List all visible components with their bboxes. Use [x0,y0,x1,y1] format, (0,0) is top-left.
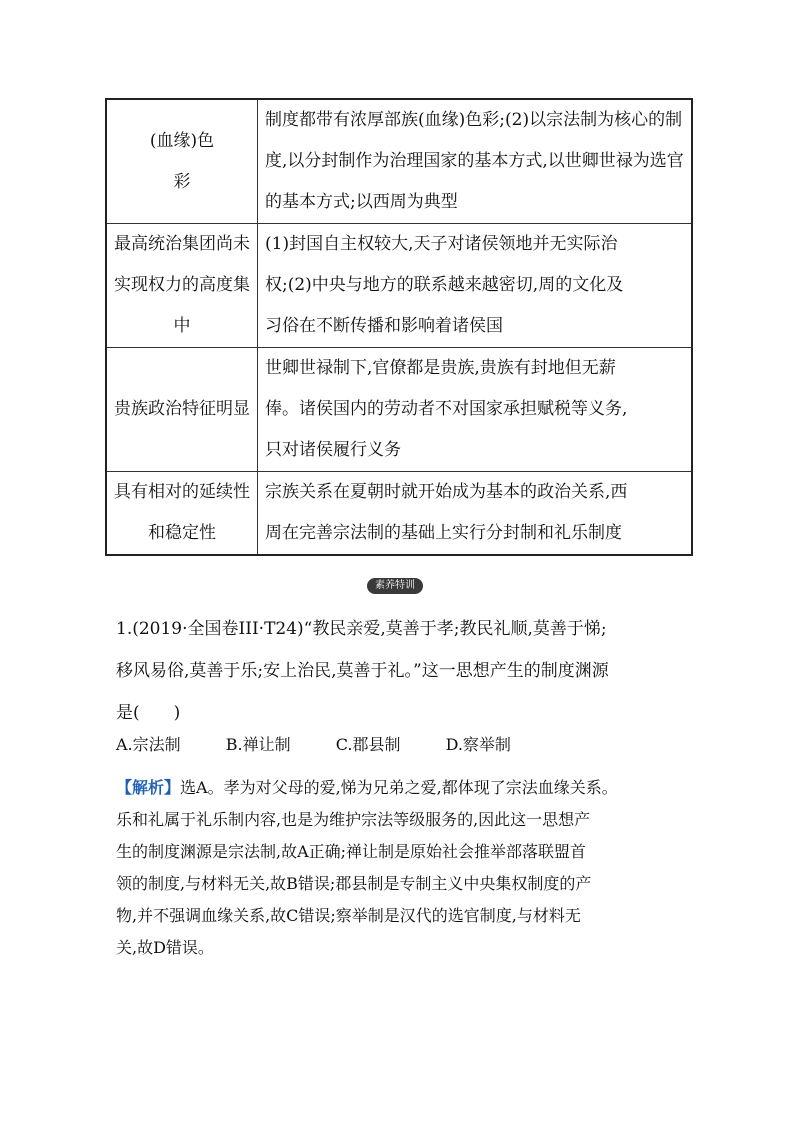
table-row [106,99,692,224]
cell-line: 最高统治集团尚未 [114,234,250,254]
cell-line: 具有相对的延续性 [114,482,250,502]
analysis-line: 乐和礼属于礼乐制内容,也是为维护宗法等级服务的,因此这一思想产 [116,810,591,829]
table-row [106,348,692,472]
analysis [116,772,696,964]
cell-line: 只对诸侯履行义务 [265,440,401,460]
table-row [106,224,692,348]
cell-line: 周在完善宗法制的基础上实行分封制和礼乐制度 [265,523,622,543]
analysis-line: 物,并不强调血缘关系,故C错误;察举制是汉代的选官制度,与材料无 [116,906,581,925]
cell-line: 彩 [173,171,191,192]
comparison-table [105,98,693,556]
option-c: C.郡县制 [335,735,401,754]
cell-line: 制度都带有浓厚部族(血缘)色彩;(2)以宗法制为核心的制 [265,110,683,130]
question-line: 1.(2019·全国卷III·T24)“教民亲爱,莫善于孝;教民礼顺,莫善于悌; [116,619,607,639]
cell-line: 贵族政治特征明显 [114,399,250,419]
question-line: 移风易俗,莫善于乐;安上治民,莫善于礼。”这一思想产生的制度渊源 [116,661,609,681]
table-cell-feature [106,348,258,472]
cell-line: 的基本方式;以西周为典型 [265,192,458,212]
cell-line: 权;(2)中央与地方的联系越来越密切,周的文化及 [265,275,624,295]
question-stem [116,608,694,734]
table-cell-description [258,348,692,472]
cell-line: 宗族关系在夏朝时就开始成为基本的政治关系,西 [265,482,628,502]
analysis-first-line [116,772,696,804]
section-tag: 素养特训 [367,578,423,594]
table-cell-description [258,472,692,556]
cell-line: 和稳定性 [148,523,216,543]
analysis-line: 生的制度渊源是宗法制,故A正确;禅让制是原始社会推举部落联盟首 [116,842,587,861]
table-cell-feature [106,472,258,556]
question-line: 是( ) [116,703,181,723]
cell-line: 俸。诸侯国内的劳动者不对国家承担赋税等义务, [265,399,628,419]
table-cell-feature [106,224,258,348]
analysis-line: 领的制度,与材料无关,故B错误;郡县制是专制主义中央集权制度的产 [116,874,592,893]
option-b: B.禅让制 [225,735,291,754]
cell-line: 中 [173,316,191,336]
cell-line: (1)封国自主权较大,天子对诸侯领地并无实际治 [265,234,618,254]
cell-line: 世卿世禄制下,官僚都是贵族,贵族有封地但无薪 [265,358,616,378]
cell-line: 度,以分封制作为治理国家的基本方式,以世卿世禄为选官 [265,151,684,171]
option-a: A.宗法制 [116,735,181,754]
table-cell-description [258,224,692,348]
analysis-text: 选A。孝为对父母的爱,悌为兄弟之爱,都体现了宗法血缘关系。 [180,778,618,797]
analysis-line: 关,故D错误。 [116,938,214,957]
table-row [106,472,692,556]
table-cell-description [258,99,692,224]
answer-options [116,730,551,760]
analysis-label: 【解析】 [116,778,181,797]
table-cell-feature [106,99,258,224]
option-d: D.察举制 [445,735,511,754]
cell-line: (血缘)色 [149,130,215,151]
cell-line: 习俗在不断传播和影响着诸侯国 [265,316,503,336]
cell-line: 实现权力的高度集 [114,275,250,295]
